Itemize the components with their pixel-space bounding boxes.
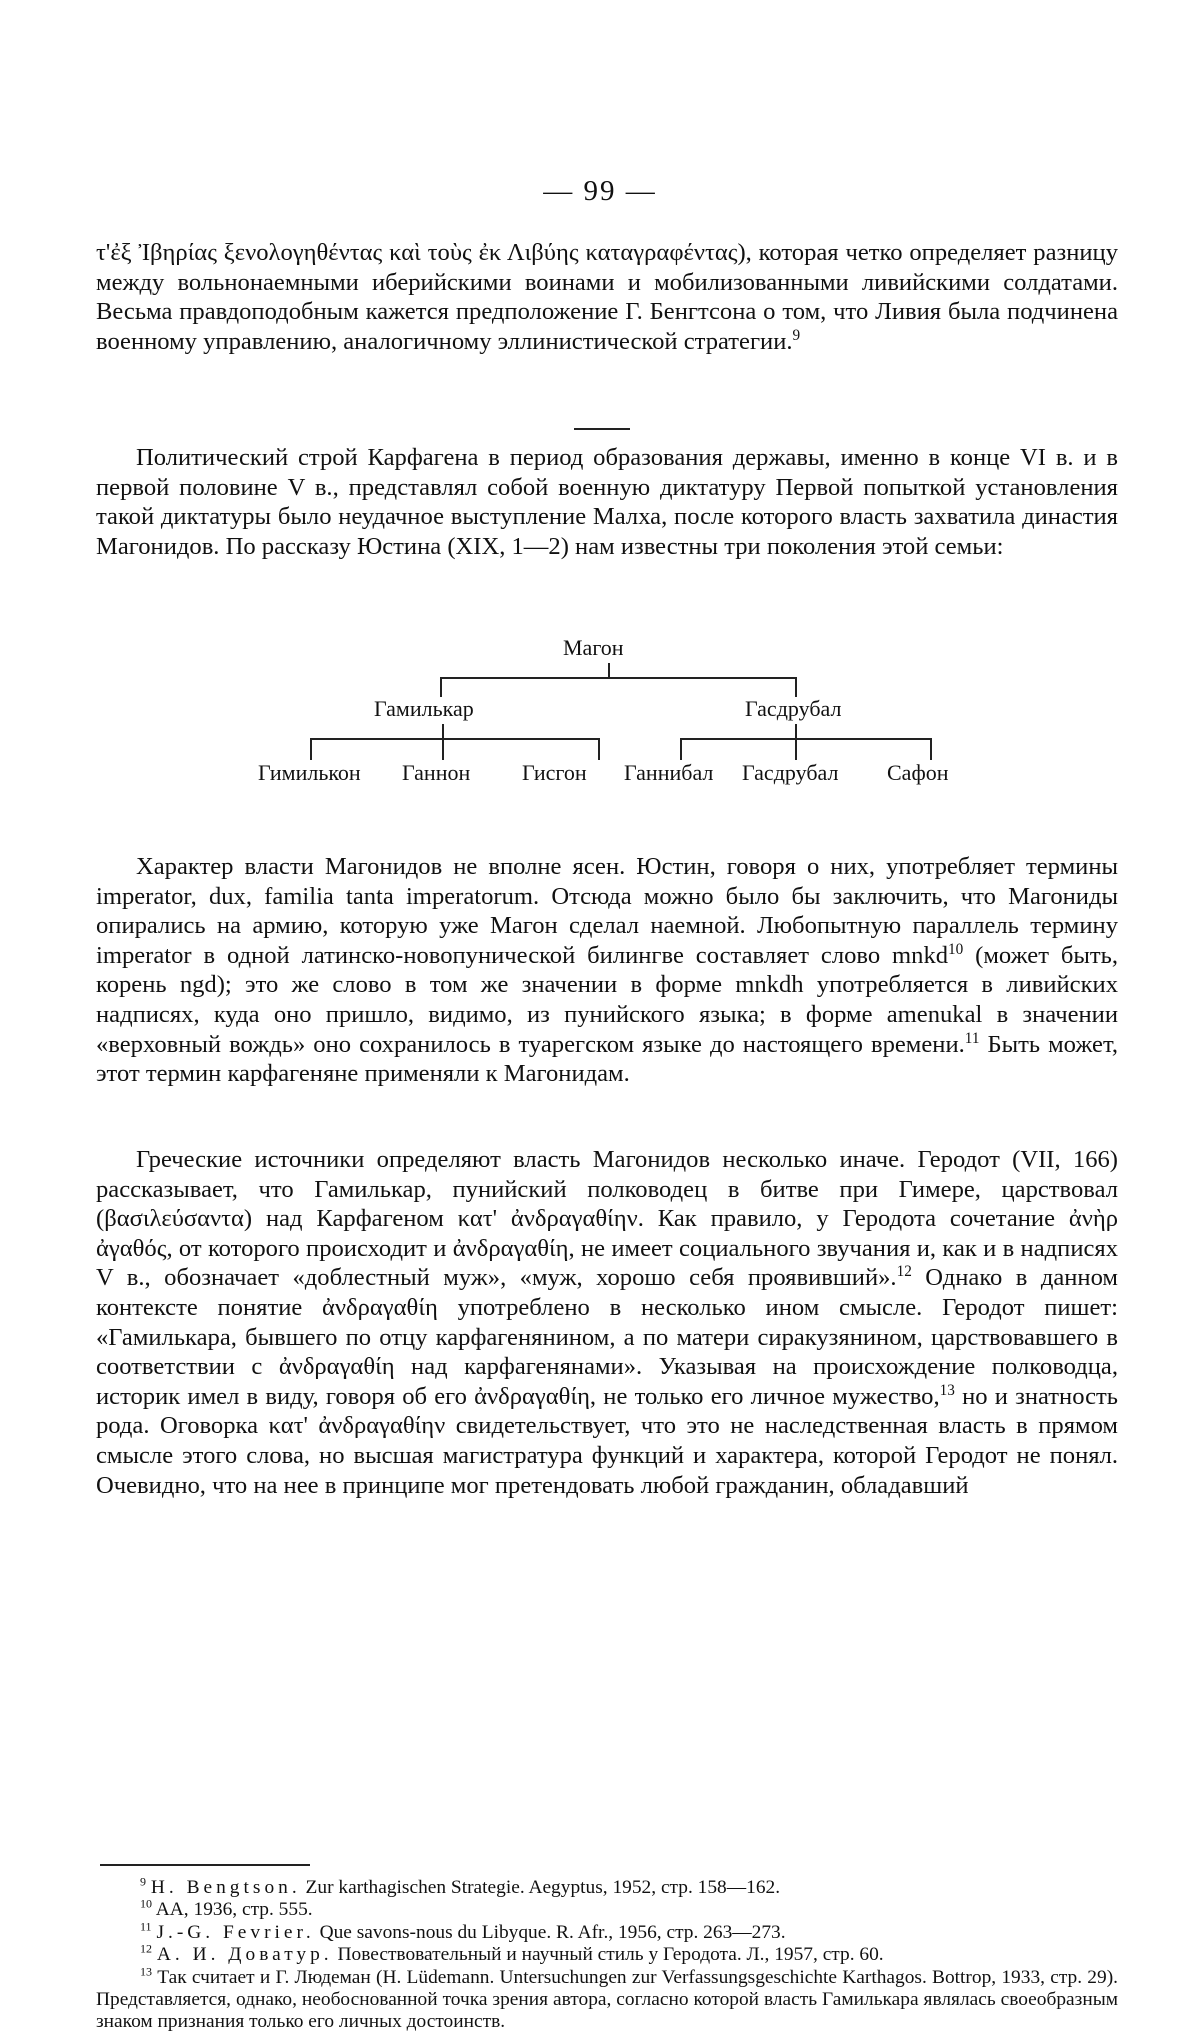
- footnote-text: Zur karthagischen Strategie. Aegyptus, 1952, стр. 158—162.: [300, 1877, 781, 1898]
- footnote-ref-13[interactable]: 13: [939, 1381, 955, 1399]
- paragraph-top: [96, 238, 1118, 356]
- footnotes: [96, 1874, 1118, 2034]
- tree-grandchild: Сафон: [887, 760, 949, 785]
- paragraph-top-text: τ'ἐξ Ἰβηρίας ξενολογηθέντας καὶ τοὺς ἐκ Λιβύης καταγραφέντας), которая четко определяет разницу между вольнонаемными иберийскими воинами и мобилизованными ливийскими солдатами. Весьма правдоподобным кажется предположение Г. Бенгтсона о том, что Ливия была подчинена военному управлению, аналогичному эллинистической стратегии.: [96, 239, 1118, 355]
- tree-line: [310, 738, 312, 760]
- tree-root: Магон: [563, 635, 624, 660]
- tree-line: [795, 724, 797, 738]
- paragraph-political-system-text: Политический строй Карфагена в период образования державы, именно в конце VI в. и в первой половине V в., представлял собой военную диктатуру Первой попыткой установления такой диктатуры было неудачное выступление Малха, после которого власть захватила династия Магонидов. По рассказу Юстина (XIX, 1—2) нам известны три поколения этой семьи:: [96, 444, 1118, 560]
- footnote-number: 12: [140, 1941, 153, 1956]
- tree-child-right: Гасдрубал: [745, 696, 842, 721]
- tree-line: [795, 738, 797, 760]
- footnote: [96, 1941, 1118, 1966]
- tree-line: [795, 677, 797, 697]
- tree-grandchild: Гисгон: [522, 760, 587, 785]
- genealogy-tree: [240, 635, 1000, 825]
- tree-child-left: Гамилькар: [374, 696, 474, 721]
- footnote-text: AA, 1936, стр. 555.: [155, 1899, 313, 1921]
- footnote-text: Que savons-nous du Libyque. R. Afr., 1956, стр. 263—273.: [314, 1921, 786, 1943]
- footnote: [96, 1874, 1118, 1899]
- footnote-author: J.-G. Fevrier.: [156, 1921, 315, 1943]
- footnote-ref-10[interactable]: 10: [948, 940, 964, 958]
- footnote-ref-12[interactable]: 12: [896, 1263, 912, 1281]
- footnote: [96, 1964, 1118, 2034]
- footnote-number: 9: [140, 1874, 147, 1889]
- paragraph-character-of-power: [96, 852, 1118, 1089]
- footnote-author: H. Bengtson.: [150, 1877, 301, 1898]
- footnote-ref-9[interactable]: 9: [792, 326, 801, 344]
- page-number: — 99 —: [543, 175, 657, 207]
- tree-line: [442, 738, 444, 760]
- paragraph-text: (может быть, корень ngd); это же слово в том же значении в форме mnkdh употребляется в ливийских надписях, куда оно пришло, видимо, из пунийского языка; в форме amenukal в значении «верховный вождь» оно сохранилось в туарегском языке до настоящего времени.: [96, 941, 1118, 1058]
- paragraph-text: Греческие источники определяют власть Магонидов несколько иначе. Геродот (VII, 166) рассказывает, что Гамилькар, пунийский полководец в битве при Гимере, царствовал (βασιλεύσαντα) над Карфагеном κατ' ἀνδραγαθίην. Как правило, у Геродота сочетание ἀνὴρ ἀγαθός, от которого происходит и ἀνδραγαθίη, не имеет социального звучания и, как и в надписях V в., обозначает «доблестный муж», «муж, хорошо себя проявивший».: [96, 1146, 1118, 1292]
- paragraph-text: Характер власти Магонидов не вполне ясен. Юстин, говоря о них, употребляет термины imperator, dux, familia tanta imperatorum. Отсюда можно было бы заключить, что Магониды опирались на армию, которую уже Магон сделал наемной. Любопытную параллель термину imperator в одной латинско-новопунической билингве составляет слово mnkd: [96, 853, 1118, 969]
- footnote: [96, 1919, 1118, 1944]
- footnote: [96, 1896, 1118, 1921]
- tree-grandchild: Ганнибал: [624, 760, 714, 785]
- tree-line: [680, 738, 682, 760]
- tree-line: [680, 738, 932, 740]
- tree-grandchild: Гимилькон: [258, 760, 361, 785]
- tree-line: [310, 738, 600, 740]
- tree-line: [442, 724, 444, 738]
- tree-line: [598, 738, 600, 760]
- tree-line: [930, 738, 932, 760]
- section-divider: [574, 428, 630, 430]
- footnote-text: Повествовательный и научный стиль у Геродота. Л., 1957, стр. 60.: [332, 1944, 884, 1966]
- footnote-author: А. И. Доватур.: [156, 1944, 333, 1966]
- tree-grandchild: Ганнон: [402, 760, 471, 785]
- footnote-number: 10: [140, 1896, 153, 1911]
- paragraph-greek-sources: [96, 1145, 1118, 1500]
- paragraph-political-system: [96, 443, 1118, 561]
- paragraph-text: Однако в данном контексте понятие ἀνδραγαθίη употреблено в несколько ином смысле. Геродот пишет: «Гамилькара, бывшего по отцу карфагенянином, а по матери сиракузянином, царствовавшего в соответствии с ἀνδραγαθίη над карфагенянами». Указывая на происхождение полководца, историк имел в виду, говоря об его ἀνδραγαθίη, не только его личное мужество,: [96, 1264, 1118, 1410]
- tree-grandchild: Гасдрубал: [742, 760, 839, 785]
- paragraph-text: но и знатность рода. Оговорка κατ' ἀνδραγαθίην свидетельствует, что это не наследственная власть в прямом смысле этого слова, но высшая магистратура функций и характера, которой Геродот не понял. Очевидно, что на нее в принципе мог претендовать любой гражданин, обладавший: [96, 1382, 1118, 1499]
- paragraph-text: Быть может, этот термин карфагеняне применяли к Магонидам.: [96, 1030, 1118, 1088]
- tree-line: [440, 677, 442, 697]
- footnote-number: 11: [140, 1919, 152, 1934]
- footnote-text: Так считает и Г. Людеман (H. Lüdemann. Untersuchungen zur Verfassungsgeschichte Karthagos. Bottrop, 1933, стр. 29). Представляется, однако, необоснованной точка зрения автора, согласно которой власть Гамилькара являлась своеобразным знаком признания только его личных достоинств.: [96, 1966, 1118, 2033]
- tree-line: [440, 677, 796, 679]
- footnote-ref-11[interactable]: 11: [964, 1029, 980, 1047]
- footnote-number: 13: [140, 1964, 153, 1979]
- tree-line: [608, 663, 610, 677]
- footnote-divider: [100, 1864, 310, 1866]
